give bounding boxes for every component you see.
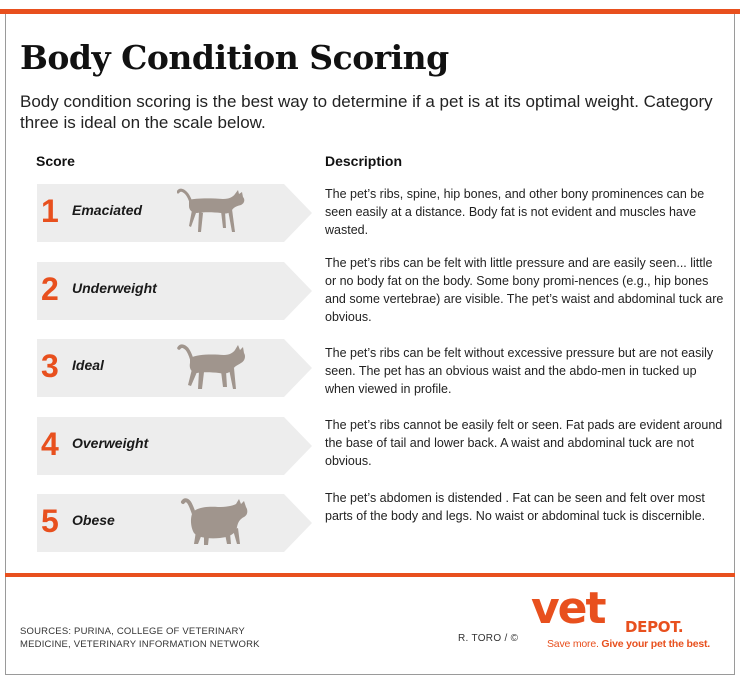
- score-description: The pet’s ribs can be felt without excessive pressure but are not easily seen. The pet has an obvious waist and the abdo-men in tucked up when viewed in profile.: [325, 346, 714, 396]
- score-label: Ideal: [72, 357, 104, 373]
- score-column-header: Score: [36, 153, 75, 169]
- sources-line-1: SOURCES: PURINA, COLLEGE OF VETERINARY: [20, 626, 245, 637]
- score-label: Overweight: [72, 435, 149, 451]
- intro-text: Body condition scoring is the best way to determine if a pet is at its optimal weight. Category three is ideal on the scale below.: [20, 92, 713, 132]
- score-description: The pet’s ribs can be felt with little pressure and are easily seen... little or no body fat on the body. Some bony promi-nences (e.g., hip bones and some vertebrae) are visible. The pet’s waist and abdominal tuck are obvious.: [325, 256, 724, 324]
- score-number: 3: [41, 348, 59, 384]
- score-number: 1: [41, 193, 59, 229]
- sources-line-2: MEDICINE, VETERINARY INFORMATION NETWORK: [20, 639, 260, 650]
- logo-vet-wordmark: vet: [531, 583, 605, 634]
- score-number: 4: [41, 426, 59, 462]
- ideal-cat-icon: [177, 343, 247, 393]
- bottom-accent-bar: [5, 573, 735, 577]
- score-description: The pet’s ribs cannot be easily felt or seen. Fat pads are evident around the base of tail and lower back. A waist and abdominal tuck are not obvious.: [325, 418, 723, 468]
- score-description: The pet’s abdomen is distended . Fat can be seen and felt over most parts of the body and legs. No waist or abdominal tuck is discernible.: [325, 491, 706, 523]
- logo-tagline: [547, 638, 710, 650]
- score-row-4: [0, 417, 740, 475]
- vet-depot-logo[interactable]: [531, 583, 721, 656]
- logo-tagline-bold: Give your pet the best.: [601, 638, 711, 650]
- score-row-2: [0, 256, 740, 324]
- score-label: Underweight: [72, 280, 157, 296]
- logo-depot-wordmark: DEPOT.: [625, 618, 684, 636]
- score-row-1: [0, 184, 740, 242]
- score-row-5: [0, 491, 740, 552]
- score-label: Obese: [72, 512, 115, 528]
- author-credit: R. TORO / ©: [458, 633, 519, 644]
- description-column-header: Description: [325, 153, 403, 169]
- score-description: The pet’s ribs, spine, hip bones, and other bony prominences can be seen easily at a distance. Body fat is not evident and muscles have wasted.: [325, 187, 705, 237]
- score-row-3: [0, 339, 740, 397]
- score-number: 2: [41, 271, 59, 307]
- page-title: Body Condition Scoring: [20, 38, 449, 77]
- logo-tagline-plain: Save more.: [547, 638, 602, 650]
- obese-cat-icon: [180, 498, 250, 548]
- score-label: Emaciated: [72, 202, 143, 218]
- score-number: 5: [41, 503, 59, 539]
- sources-note: [20, 625, 260, 651]
- emaciated-cat-icon: [177, 186, 247, 238]
